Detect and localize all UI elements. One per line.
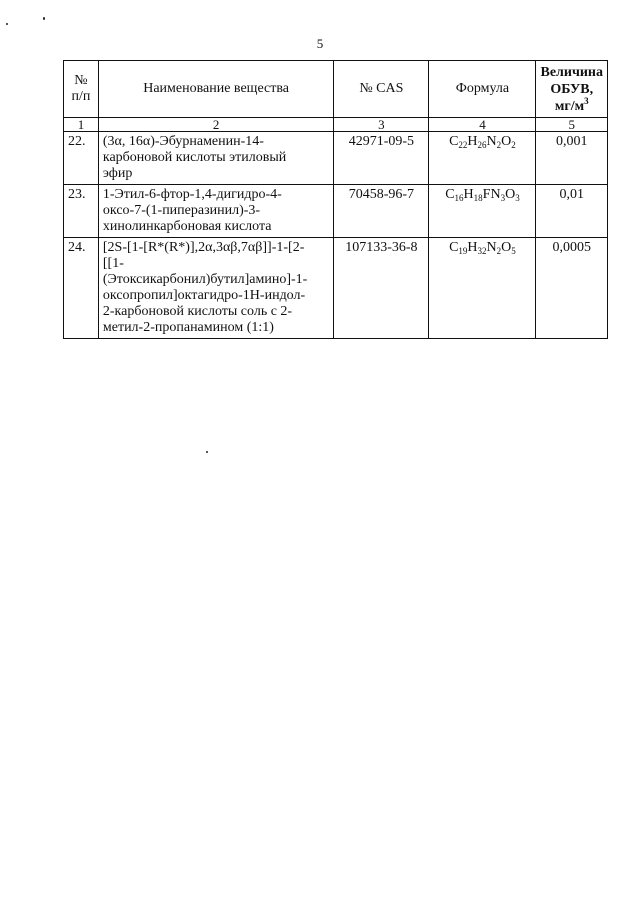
page-number: 5 bbox=[316, 36, 324, 51]
substance-name-text: 1-Этил-6-фтор-1,4-дигидро-4- оксо-7-(1-пиперазинил)-3- хинолинкарбоновая кислота bbox=[102, 187, 282, 234]
formula-element: H bbox=[467, 134, 478, 149]
formula-element: O bbox=[505, 187, 516, 202]
formula-subscript: 3 bbox=[500, 193, 506, 203]
table-body bbox=[64, 118, 608, 339]
formula-element: O bbox=[501, 134, 512, 149]
formula-subscript: 2 bbox=[496, 246, 502, 256]
header-formula bbox=[429, 61, 536, 118]
column-number: 1 bbox=[64, 118, 99, 132]
row-number-text: 22. bbox=[68, 134, 86, 149]
formula-element: N bbox=[486, 134, 497, 149]
header-num-label: № п/п bbox=[71, 73, 91, 104]
column-number: 5 bbox=[536, 118, 608, 132]
header-value bbox=[536, 61, 608, 118]
header-cas-label: № CAS bbox=[359, 81, 404, 96]
header-cas bbox=[334, 61, 429, 118]
table-row bbox=[64, 238, 608, 339]
cas-number bbox=[334, 185, 429, 238]
obuv-value-text: 0,0005 bbox=[552, 240, 591, 255]
substance-name bbox=[98, 185, 333, 238]
formula-subscript: 2 bbox=[496, 140, 502, 150]
cas-number-text: 107133-36-8 bbox=[345, 240, 418, 255]
column-number: 4 bbox=[429, 118, 536, 132]
obuv-value-text: 0,001 bbox=[555, 134, 588, 149]
substances-table bbox=[63, 60, 608, 339]
scan-speck bbox=[6, 23, 8, 25]
column-number-row bbox=[64, 118, 608, 132]
formula-subscript: 19 bbox=[458, 246, 468, 256]
row-number-text: 23. bbox=[68, 187, 86, 202]
chemical-formula bbox=[429, 238, 536, 339]
cas-number bbox=[334, 132, 429, 185]
scan-speck bbox=[43, 17, 45, 20]
formula-element: H bbox=[467, 240, 478, 255]
formula-element: C bbox=[449, 134, 459, 149]
formula-subscript: 5 bbox=[511, 246, 516, 256]
row-number bbox=[64, 185, 99, 238]
header-name-label: Наименование вещества bbox=[143, 81, 289, 96]
formula-subscript: 18 bbox=[473, 193, 483, 203]
formula-subscript: 3 bbox=[515, 193, 520, 203]
row-number-text: 24. bbox=[68, 240, 86, 255]
cas-number bbox=[334, 238, 429, 339]
obuv-value bbox=[536, 238, 608, 339]
formula-element: N bbox=[486, 240, 497, 255]
table-row bbox=[64, 132, 608, 185]
row-number bbox=[64, 238, 99, 339]
substance-name bbox=[98, 238, 333, 339]
chemical-formula bbox=[429, 185, 536, 238]
formula-element: H bbox=[463, 187, 474, 202]
obuv-value bbox=[536, 185, 608, 238]
cas-number-text: 42971-09-5 bbox=[348, 134, 415, 149]
formula-element: O bbox=[501, 240, 512, 255]
formula-element: C bbox=[445, 187, 455, 202]
table-header-row bbox=[64, 61, 608, 118]
header-num bbox=[64, 61, 99, 118]
formula-subscript: 2 bbox=[511, 140, 516, 150]
header-value-label: Величина ОБУВ, мг/м bbox=[540, 64, 603, 114]
header-formula-label: Формула bbox=[455, 81, 510, 96]
header-name bbox=[98, 61, 333, 118]
substance-name-text: (3α, 16α)-Эбурнаменин-14- карбоновой кислоты этиловый эфир bbox=[102, 134, 287, 181]
row-number bbox=[64, 132, 99, 185]
substance-name bbox=[98, 132, 333, 185]
table-row bbox=[64, 185, 608, 238]
obuv-value bbox=[536, 132, 608, 185]
cas-number-text: 70458-96-7 bbox=[348, 187, 415, 202]
formula-element: FN bbox=[482, 187, 501, 202]
substance-name-text: [2S-[1-[R*(R*)],2α,3αβ,7αβ]]-1-[2- [[1- (Этоксикарбонил)бутил]амино]-1- оксопропил]октагидро-1Н-индол- 2-карбоновой кислоты соль с 2- метил-2-пропанамином (1:1) bbox=[102, 240, 308, 335]
formula-subscript: 32 bbox=[477, 246, 487, 256]
formula-subscript: 26 bbox=[477, 140, 487, 150]
chemical-formula bbox=[429, 132, 536, 185]
formula-subscript: 16 bbox=[454, 193, 464, 203]
column-number: 3 bbox=[334, 118, 429, 132]
header-value-exponent: 3 bbox=[584, 95, 589, 106]
formula-element: C bbox=[449, 240, 459, 255]
formula-subscript: 22 bbox=[458, 140, 468, 150]
scan-speck bbox=[206, 451, 208, 453]
obuv-value-text: 0,01 bbox=[559, 187, 584, 202]
column-number: 2 bbox=[98, 118, 333, 132]
